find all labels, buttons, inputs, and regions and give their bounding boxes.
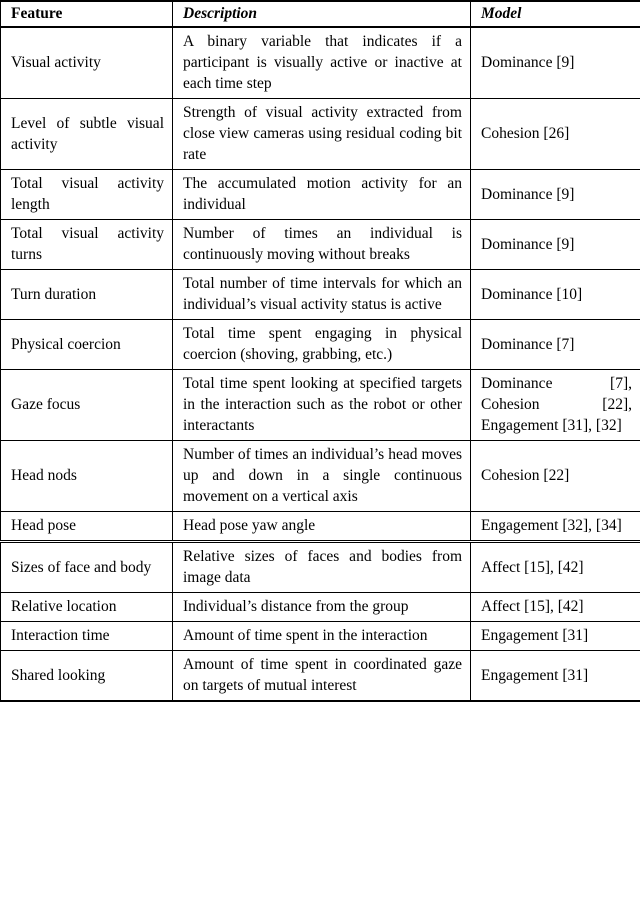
table-row <box>1 622 640 651</box>
description-cell: Amount of time spent in the interaction <box>173 622 471 651</box>
table-row <box>1 651 640 702</box>
description-cell: Amount of time spent in coordinated gaze on targets of mutual interest <box>173 651 471 702</box>
model-cell: Cohesion [26] <box>471 99 640 170</box>
feature-cell: Total visual activity turns <box>1 220 173 270</box>
description-cell: Total time spent engaging in physical coercion (shoving, grabbing, etc.) <box>173 320 471 370</box>
header-row <box>1 1 640 27</box>
model-cell: Dominance [7], Cohesion [22], Engagement [31], [32] <box>471 370 640 441</box>
table-row <box>1 512 640 542</box>
feature-cell: Relative location <box>1 593 173 622</box>
description-cell: The accumulated motion activity for an individual <box>173 170 471 220</box>
table-row <box>1 593 640 622</box>
feature-cell: Total visual activity length <box>1 170 173 220</box>
feature-cell: Sizes of face and body <box>1 542 173 593</box>
table-row <box>1 370 640 441</box>
feature-cell: Turn duration <box>1 270 173 320</box>
table-row <box>1 99 640 170</box>
feature-cell: Head nods <box>1 441 173 512</box>
model-cell: Dominance [10] <box>471 270 640 320</box>
description-cell: Head pose yaw angle <box>173 512 471 542</box>
description-cell: Total number of time intervals for which an individual’s visual activity status is active <box>173 270 471 320</box>
model-cell: Engagement [31] <box>471 622 640 651</box>
model-cell: Dominance [9] <box>471 220 640 270</box>
header-description: Description <box>173 1 471 27</box>
feature-cell: Physical coercion <box>1 320 173 370</box>
feature-cell: Interaction time <box>1 622 173 651</box>
table-row <box>1 220 640 270</box>
table-row <box>1 542 640 593</box>
feature-cell: Shared looking <box>1 651 173 702</box>
feature-cell: Head pose <box>1 512 173 542</box>
description-cell: Strength of visual activity extracted from close view cameras using residual coding bit rate <box>173 99 471 170</box>
table-body <box>1 27 640 701</box>
description-cell: Number of times an individual is continuously moving without breaks <box>173 220 471 270</box>
feature-cell: Level of subtle visual activity <box>1 99 173 170</box>
model-cell: Engagement [31] <box>471 651 640 702</box>
model-cell: Dominance [9] <box>471 27 640 99</box>
table-row <box>1 320 640 370</box>
description-cell: Individual’s distance from the group <box>173 593 471 622</box>
model-cell: Affect [15], [42] <box>471 593 640 622</box>
model-cell: Dominance [7] <box>471 320 640 370</box>
description-cell: A binary variable that indicates if a participant is visually active or inactive at each time step <box>173 27 471 99</box>
feature-cell: Visual activity <box>1 27 173 99</box>
table-row <box>1 170 640 220</box>
model-cell: Affect [15], [42] <box>471 542 640 593</box>
description-cell: Total time spent looking at specified targets in the interaction such as the robot or other interactants <box>173 370 471 441</box>
table-row <box>1 270 640 320</box>
table-row <box>1 27 640 99</box>
model-cell: Cohesion [22] <box>471 441 640 512</box>
description-cell: Number of times an individual’s head moves up and down in a single continuous movement on a vertical axis <box>173 441 471 512</box>
model-cell: Engagement [32], [34] <box>471 512 640 542</box>
description-cell: Relative sizes of faces and bodies from image data <box>173 542 471 593</box>
table-row <box>1 441 640 512</box>
model-cell: Dominance [9] <box>471 170 640 220</box>
feature-cell: Gaze focus <box>1 370 173 441</box>
table-header <box>1 1 640 27</box>
header-model: Model <box>471 1 640 27</box>
header-feature: Feature <box>1 1 173 27</box>
